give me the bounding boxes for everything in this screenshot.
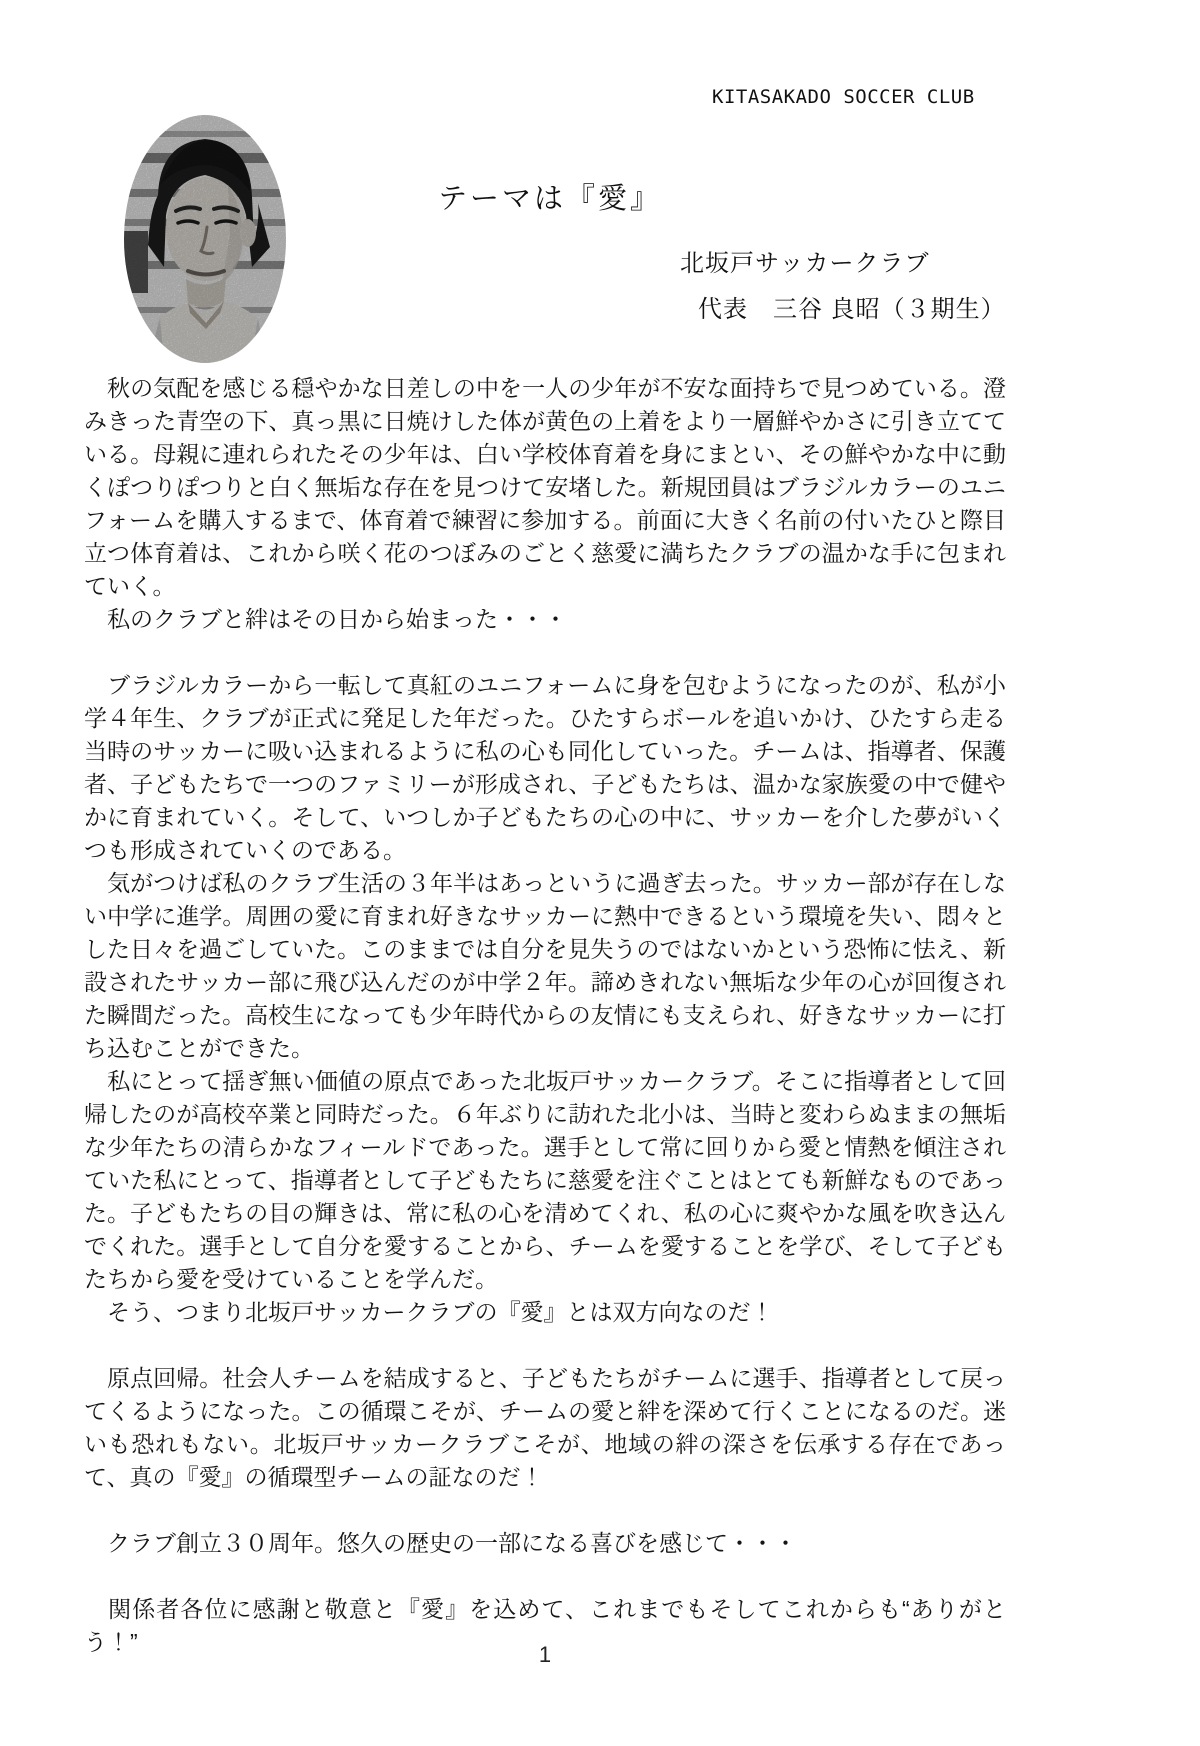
paragraph: クラブ創立３０周年。悠久の歴史の一部になる喜びを感じて・・・ [84,1530,797,1556]
paragraph: 私にとって揺ぎ無い価値の原点であった北坂戸サッカークラブ。そこに指導者として回帰したのが高校卒業と同時だった。６年ぶりに訪れた北小は、当時と変わらぬままの無垢な少年たちの清らかなフィールドであった。選手として常に回りから愛と情熱を傾注されていた私にとって、指導者として子どもたちに慈愛を注ぐことはとても新鮮なものであった。子どもたちの目の輝きは、常に私の心を清めてくれ、私の心に爽やかな風を吹き込んでくれた。選手として自分を愛することから、チームを愛することを学び、そして子どもたちから愛を受けていることを学んだ。 [84,1068,1006,1292]
paragraph: 原点回帰。社会人チームを結成すると、子どもたちがチームに選手、指導者として戻ってくるようになった。この循環こそが、チームの愛と絆を深めて行くことになるのだ。迷いも恐れもない。北坂戸サッカークラブこそが、地域の絆の深さを伝承する存在であって、真の『愛』の循環型チームの証なのだ！ [84,1365,1006,1490]
author-block [680,243,1006,324]
paragraph: 私のクラブと絆はその日から始まった・・・ [84,606,567,632]
page-number: 1 [538,1642,552,1667]
paragraph: 秋の気配を感じる穏やかな日差しの中を一人の少年が不安な面持ちで見つめている。澄みきった青空の下、真っ黒に日焼けした体が黄色の上着をより一層鮮やかさに引き立てている。母親に連れられたその少年は、白い学校体育着を身にまとい、その鮮やかな中に動くぽつりぽつりと白く無垢な存在を見つけて安堵した。新規団員はブラジルカラーのユニフォームを購入するまで、体育着で練習に参加する。前面に大きく名前の付いたひと際目立つ体育着は、これから咲く花のつぼみのごとく慈愛に満ちたクラブの温かな手に包まれていく。 [84,375,1006,599]
portrait-photo [124,115,286,363]
author-name: 代表 三谷 良昭（３期生） [698,296,1006,323]
body-text [84,372,1006,1659]
page-title: テーマは『愛』 [438,183,663,215]
paragraph: そう、つまり北坂戸サッカークラブの『愛』とは双方向なのだ！ [84,1299,774,1325]
paragraph: 気がつけば私のクラブ生活の３年半はあっというに過ぎ去った。サッカー部が存在しない中学に進学。周囲の愛に育まれ好きなサッカーに熱中できるという環境を失い、悶々とした日々を過ごしていた。このままでは自分を見失うのではないかという恐怖に怯え、新設されたサッカー部に飛び込んだのが中学２年。諦めきれない無垢な少年の心が回復された瞬間だった。高校生になっても少年時代からの友情にも支えられ、好きなサッカーに打ち込むことができた。 [84,870,1006,1061]
paragraph: 関係者各位に感謝と敬意と『愛』を込めて、これまでもそしてこれからも“ありがとう！” [84,1596,1006,1655]
author-organization: 北坂戸サッカークラブ [680,250,930,277]
club-header: KITASAKADO SOCCER CLUB [712,86,975,108]
paragraph: ブラジルカラーから一転して真紅のユニフォームに身を包むようになったのが、私が小学４年生、クラブが正式に発足した年だった。ひたすらボールを追いかけ、ひたすら走る当時のサッカーに吸い込まれるように私の心も同化していった。チームは、指導者、保護者、子どもたちで一つのファミリーが形成され、子どもたちは、温かな家族愛の中で健やかに育まれていく。そして、いつしか子どもたちの心の中に、サッカーを介した夢がいくつも形成されていくのである。 [84,672,1006,863]
